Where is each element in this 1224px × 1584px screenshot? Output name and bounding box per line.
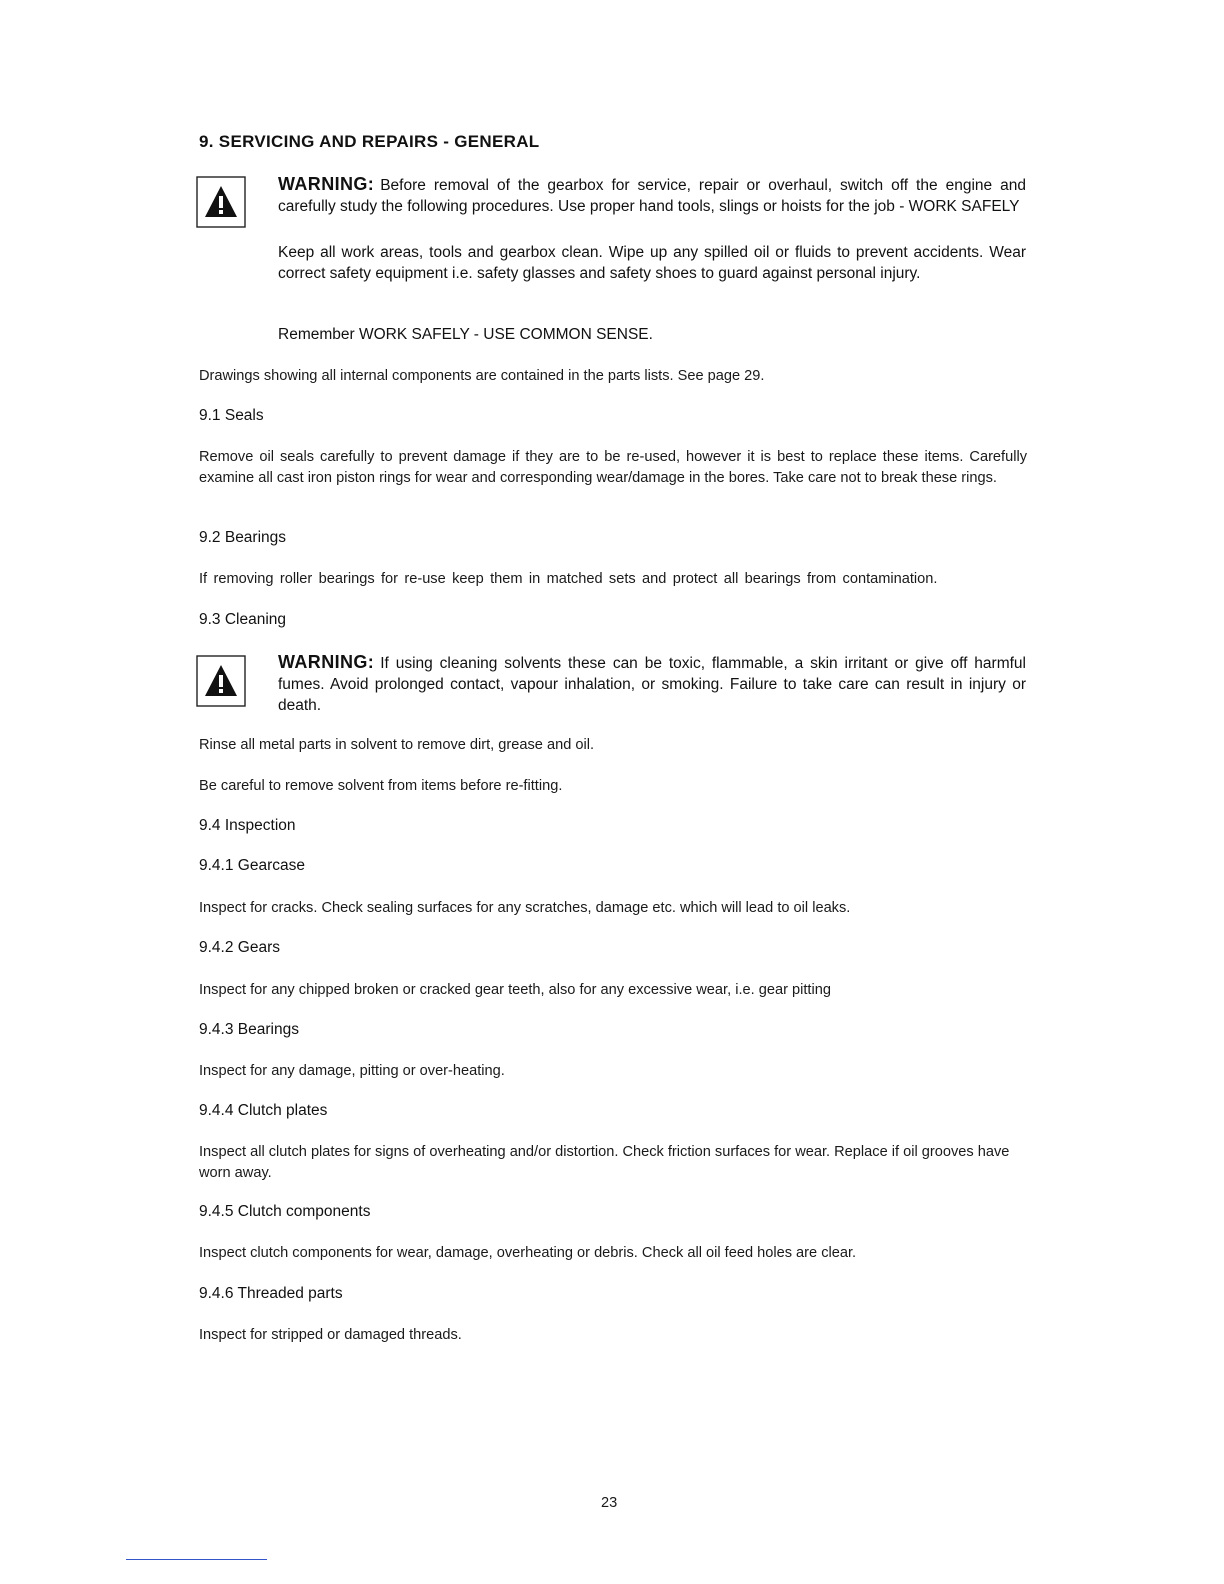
rinse-text: Rinse all metal parts in solvent to remove dirt, grease and oil. xyxy=(199,737,595,753)
clutch-components-heading: 9.4.5 Clutch components xyxy=(199,1203,371,1220)
warning-triangle-icon xyxy=(196,176,246,228)
solvent-text: Be careful to remove solvent from items before re-fitting. xyxy=(199,778,563,794)
cleaning-warning-label: WARNING: xyxy=(278,652,375,672)
seals-heading: 9.1 Seals xyxy=(199,407,264,424)
gearcase-heading: 9.4.1 Gearcase xyxy=(199,857,305,874)
inspection-bearings-text: Inspect for any damage, pitting or over-heating. xyxy=(199,1063,505,1079)
gears-heading: 9.4.2 Gears xyxy=(199,939,280,956)
page-number: 23 xyxy=(601,1495,618,1511)
clutch-plates-heading: 9.4.4 Clutch plates xyxy=(199,1102,328,1119)
remember-line: Remember WORK SAFELY - USE COMMON SENSE. xyxy=(278,326,653,343)
inspection-heading: 9.4 Inspection xyxy=(199,817,296,834)
gears-text: Inspect for any chipped broken or cracked gear teeth, also for any excessive wear, i.e. gear pitting xyxy=(199,982,831,998)
footer-rule xyxy=(126,1559,267,1560)
bearings-text: If removing roller bearings for re-use keep them in matched sets and protect all bearings from contamination. xyxy=(199,571,938,587)
clutch-components-text: Inspect clutch components for wear, damage, overheating or debris. Check all oil feed holes are clear. xyxy=(199,1245,857,1261)
safety-paragraph: Keep all work areas, tools and gearbox clean. Wipe up any spilled oil or fluids to prevent accidents. Wear correct safety equipment i.e. safety glasses and safety shoes to guard against personal injury. xyxy=(278,244,1026,282)
cleaning-warning-text: If using cleaning solvents these can be toxic, flammable, a skin irritant or give off harmful fumes. Avoid prolonged contact, vapour inhalation, or smoking. Failure to take care can result in injury or death. xyxy=(278,655,1026,714)
warning-label: WARNING: xyxy=(278,174,375,194)
seals-text: Remove oil seals carefully to prevent damage if they are to be re-used, however it is best to replace these items. Carefully examine all cast iron piston rings for wear and corresponding wear/damage in the bores. Take care not to break these rings. xyxy=(199,449,1027,486)
threaded-parts-heading: 9.4.6 Threaded parts xyxy=(199,1285,343,1302)
cleaning-heading: 9.3 Cleaning xyxy=(199,611,287,628)
clutch-plates-text: Inspect all clutch plates for signs of overheating and/or distortion. Check friction surfaces for wear. Replace if oil grooves have worn away. xyxy=(199,1144,1010,1181)
threaded-parts-text: Inspect for stripped or damaged threads. xyxy=(199,1327,462,1343)
warning-block xyxy=(278,174,1026,217)
bearings-heading: 9.2 Bearings xyxy=(199,529,287,546)
warning-text: Before removal of the gearbox for service, repair or overhaul, switch off the engine and carefully study the following procedures. Use proper hand tools, slings or hoists for the job - WORK SAFELY xyxy=(278,177,1026,215)
section-title: 9. SERVICING AND REPAIRS - GENERAL xyxy=(199,132,540,151)
gearcase-text: Inspect for cracks. Check sealing surfaces for any scratches, damage etc. which will lead to oil leaks. xyxy=(199,900,851,916)
cleaning-warning-block xyxy=(278,652,1026,716)
inspection-bearings-heading: 9.4.3 Bearings xyxy=(199,1021,299,1038)
intro-text: Drawings showing all internal components are contained in the parts lists. See page 29. xyxy=(199,368,765,384)
warning-triangle-icon xyxy=(196,655,246,707)
